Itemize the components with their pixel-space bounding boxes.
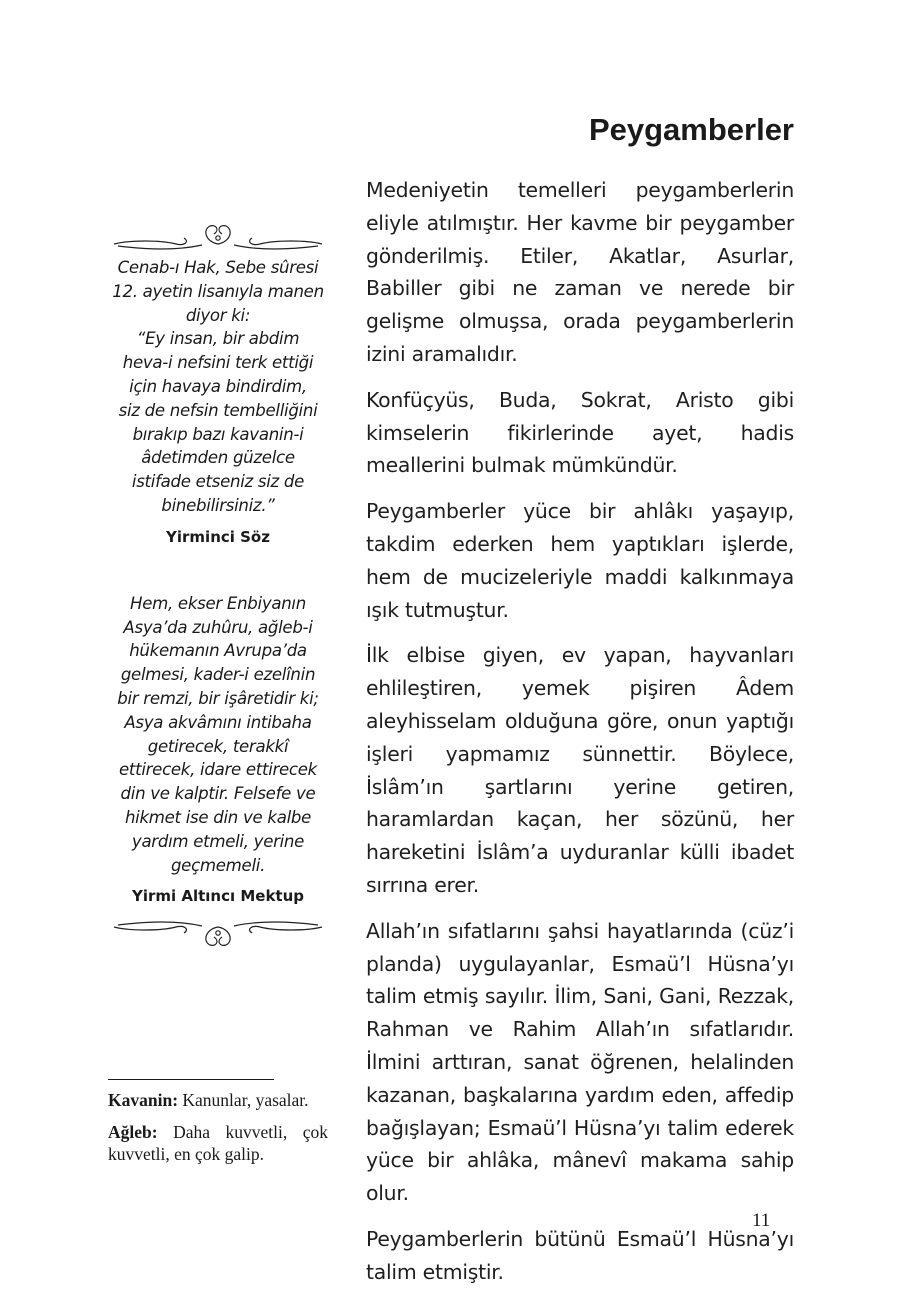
quote-line: bırakıp bazı kavanin-i	[132, 424, 304, 444]
footnote-definition: Kanunlar, yasalar.	[178, 1090, 309, 1110]
quote-line: bir remzi, bir işâretidir ki;	[117, 688, 319, 708]
quote-line: din ve kalptir. Felsefe ve	[120, 784, 316, 804]
footnote	[108, 1121, 328, 1166]
quote-line: yardım etmeli, yerine	[131, 831, 305, 851]
quote-source-2: Yirmi Altıncı Mektup	[131, 887, 305, 906]
page-title: Peygamberler	[588, 112, 794, 147]
quote-line: hikmet ise din ve kalbe	[124, 807, 312, 827]
quote-source-1: Yirminci Söz	[166, 527, 270, 546]
paragraph: İlk elbise giyen, ev yapan, hayvanları ehlileştiren, yemek pişiren Âdem aleyhisselam olduğuna göre, onun yaptığı işleri yapmamız sünnettir. Böylece, İslâm’ın şartlarını yerine getiren, haramlardan kaçan, her sözünü, her hareketini İslâm’a uyduranlar külli ibadet sırrına erer.	[366, 643, 794, 897]
quote-line: ettirecek, idare ettirecek	[119, 760, 317, 780]
quote-line: için havaya bindirdim,	[129, 376, 307, 396]
flourish-ornament-icon	[110, 919, 326, 953]
quote-line: 12. ayetin lisanıyla manen	[112, 281, 324, 301]
quote-line: âdetimden güzelce	[141, 448, 295, 468]
quote-1	[106, 256, 330, 518]
quote-line: binebilirsiniz.”	[161, 495, 275, 515]
quote-line: geçmemeli.	[170, 855, 266, 875]
paragraph: Konfüçyüs, Buda, Sokrat, Aristo gibi kimselerin fikirlerinde ayet, hadis meallerini bulmak mümkündür.	[366, 387, 794, 478]
quote-line: “Ey insan, bir abdim	[136, 329, 300, 349]
quote-line: siz de nefsin tembelliğini	[118, 400, 318, 420]
quote-line: hükemanın Avrupa’da	[129, 641, 307, 661]
paragraph: Medeniyetin temelleri peygamberlerin eliyle atılmıştır. Her kavme bir peygamber gönderilmiş. Etiler, Akatlar, Asurlar, Babiller gibi ne zaman ve nerede bir gelişme olmuşsa, orada peygamberlerin izini aramalıdır.	[366, 178, 794, 366]
page-number: 11	[752, 1210, 771, 1231]
quote-2	[106, 592, 330, 878]
footnote-definition: Daha kuvvetli, çok kuvvetli, en çok galip.	[108, 1121, 328, 1164]
footnote-term: Kavanin:	[108, 1090, 179, 1110]
quote-line: getirecek, terakkî	[147, 736, 289, 756]
paragraph: Peygamberler yüce bir ahlâkı yaşayıp, takdim ederken hem yaptıkları işlerde, hem de mucizeleriyle maddi kalkınmaya ışık tutmuştur.	[366, 499, 794, 622]
main-text	[366, 174, 794, 1302]
paragraph: Allah’ın sıfatlarını şahsi hayatlarında (cüz’i planda) uygulayanlar, Esmaü’l Hüsna’yı talim etmiş sayılır. İlim, Sani, Gani, Rezzak, Rahman ve Rahim Allah’ın sıfatlarıdır. İlmini arttıran, sanat öğrenen, helalinden kazanan, başkalarına yardım eden, affedip bağışlayan; Esmaü’l Hüsna’yı talim ederek yüce bir ahlâka, mânevî makama sahip olur.	[366, 918, 794, 1206]
quote-line: gelmesi, kader-i ezelînin	[120, 665, 316, 685]
quote-line: Hem, ekser Enbiyanın	[130, 593, 306, 613]
flourish-ornament-icon	[110, 218, 326, 252]
footnote-divider	[108, 1079, 274, 1080]
quote-line: diyor ki:	[185, 305, 251, 325]
footnote-term: Ağleb:	[108, 1121, 158, 1142]
footnotes	[108, 1079, 328, 1175]
sidebar-quotes	[106, 218, 330, 953]
quote-line: istifade etseniz siz de	[131, 472, 305, 492]
quote-line: Asya akvâmını intibaha	[124, 712, 312, 732]
footnote	[108, 1089, 328, 1112]
quote-line: heva-i nefsini terk ettiği	[122, 353, 314, 373]
paragraph: Peygamberlerin bütünü Esmaü’l Hüsna’yı talim etmiştir.	[366, 1226, 794, 1284]
quote-line: Asya’da zuhûru, ağleb-i	[123, 617, 313, 637]
quote-line: Cenab-ı Hak, Sebe sûresi	[117, 258, 319, 277]
